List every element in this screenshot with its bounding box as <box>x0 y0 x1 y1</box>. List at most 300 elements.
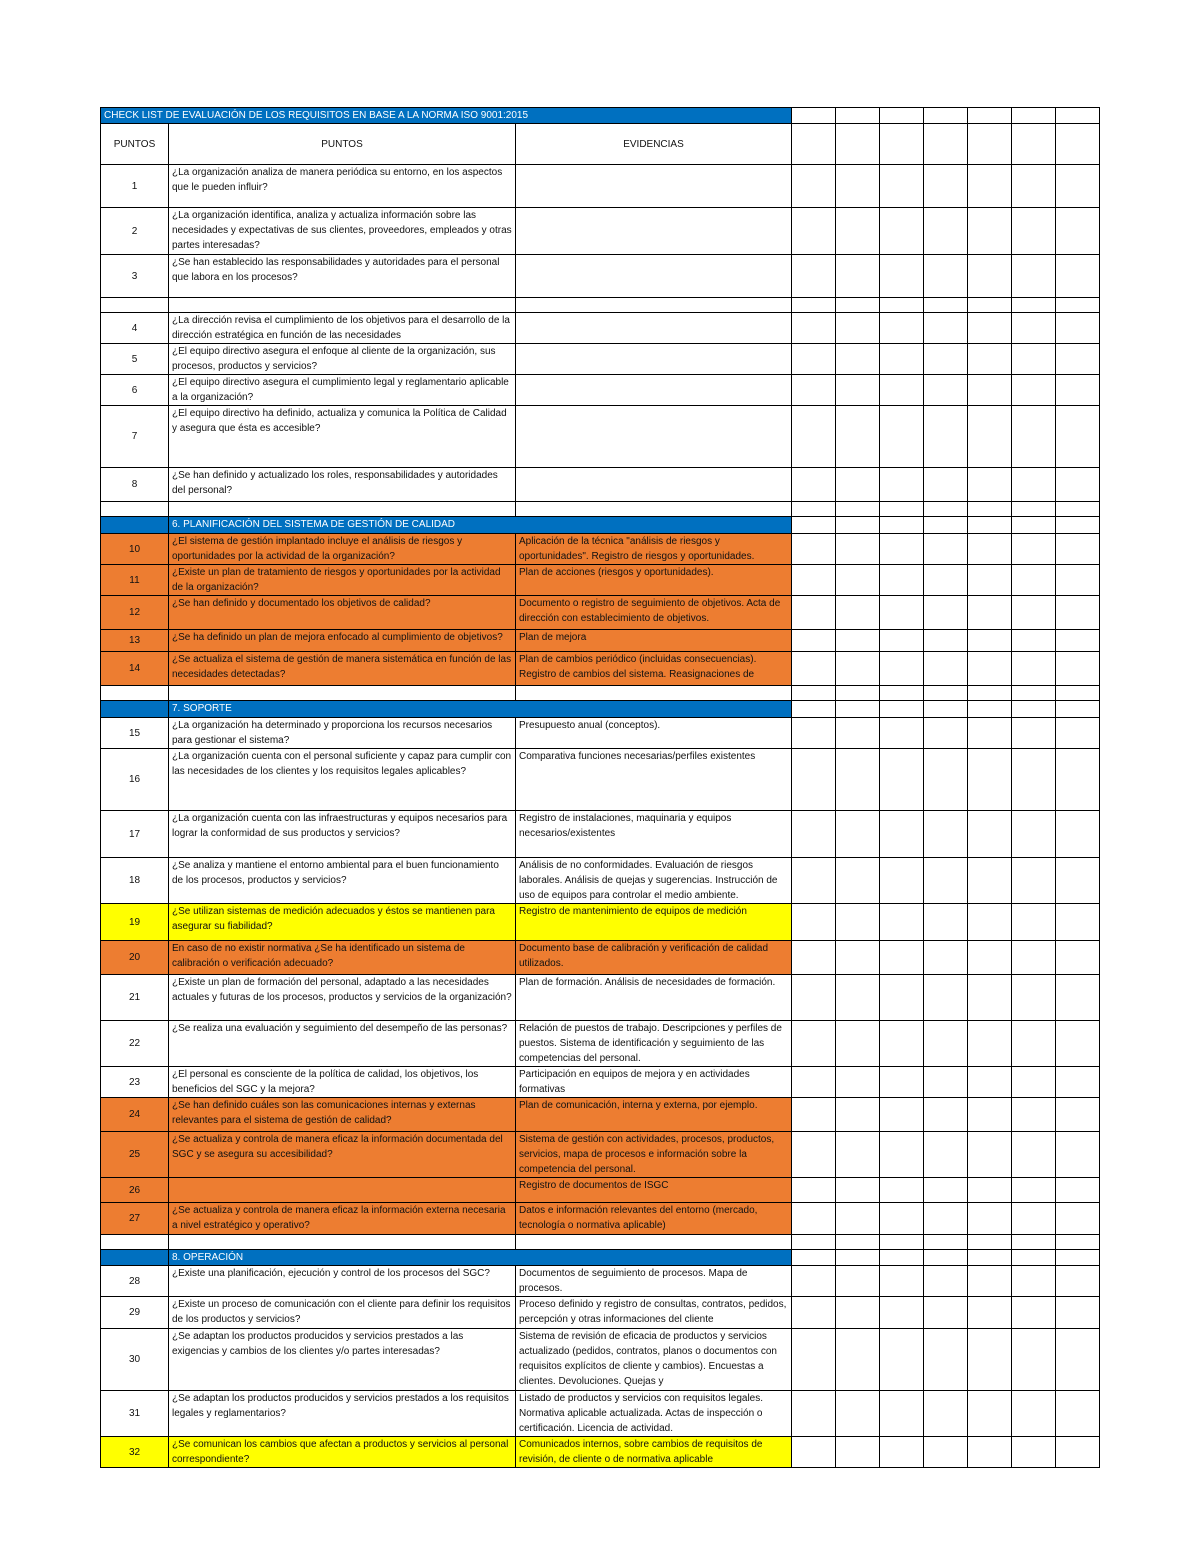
extra-cell[interactable] <box>880 208 924 255</box>
extra-cell[interactable] <box>1012 718 1056 749</box>
extra-cell[interactable] <box>1012 108 1056 124</box>
extra-cell[interactable] <box>968 1098 1012 1132</box>
extra-cell[interactable] <box>1056 701 1100 718</box>
item-evidence[interactable] <box>516 344 792 375</box>
extra-cell[interactable] <box>836 165 880 208</box>
extra-cell[interactable] <box>1056 1067 1100 1098</box>
extra-cell[interactable] <box>836 375 880 406</box>
extra-cell[interactable] <box>968 1178 1012 1203</box>
extra-cell[interactable] <box>968 1021 1012 1067</box>
extra-cell[interactable] <box>968 298 1012 313</box>
extra-cell[interactable] <box>836 1266 880 1297</box>
extra-cell[interactable] <box>1012 652 1056 686</box>
extra-cell[interactable] <box>924 1235 968 1250</box>
extra-cell[interactable] <box>1012 1250 1056 1266</box>
extra-cell[interactable] <box>924 1297 968 1329</box>
extra-cell[interactable] <box>924 975 968 1021</box>
item-evidence[interactable] <box>516 406 792 468</box>
extra-cell[interactable] <box>792 565 836 596</box>
extra-cell[interactable] <box>1012 904 1056 941</box>
extra-cell[interactable] <box>880 1203 924 1235</box>
extra-cell[interactable] <box>924 904 968 941</box>
extra-cell[interactable] <box>836 1132 880 1178</box>
extra-cell[interactable] <box>792 208 836 255</box>
item-evidence[interactable] <box>516 565 792 596</box>
extra-cell[interactable] <box>924 1021 968 1067</box>
extra-cell[interactable] <box>968 1235 1012 1250</box>
extra-cell[interactable] <box>968 375 1012 406</box>
extra-cell[interactable] <box>1056 298 1100 313</box>
extra-cell[interactable] <box>924 468 968 502</box>
extra-cell[interactable] <box>968 313 1012 344</box>
extra-cell[interactable] <box>968 596 1012 630</box>
extra-cell[interactable] <box>1012 1098 1056 1132</box>
item-evidence[interactable] <box>516 1297 792 1329</box>
item-evidence[interactable] <box>516 1329 792 1391</box>
extra-cell[interactable] <box>968 941 1012 975</box>
extra-cell[interactable] <box>1056 344 1100 375</box>
extra-cell[interactable] <box>968 630 1012 652</box>
extra-cell[interactable] <box>880 1021 924 1067</box>
extra-cell[interactable] <box>836 298 880 313</box>
extra-cell[interactable] <box>1012 344 1056 375</box>
item-evidence[interactable] <box>516 749 792 811</box>
extra-cell[interactable] <box>792 375 836 406</box>
extra-cell[interactable] <box>1056 1098 1100 1132</box>
item-evidence[interactable] <box>516 975 792 1021</box>
extra-cell[interactable] <box>836 975 880 1021</box>
extra-cell[interactable] <box>924 313 968 344</box>
extra-cell[interactable] <box>792 975 836 1021</box>
item-evidence[interactable] <box>516 255 792 298</box>
extra-cell[interactable] <box>1056 406 1100 468</box>
item-evidence[interactable] <box>516 1067 792 1098</box>
extra-cell[interactable] <box>836 1297 880 1329</box>
extra-cell[interactable] <box>1056 686 1100 701</box>
extra-cell[interactable] <box>968 502 1012 517</box>
extra-cell[interactable] <box>1056 1178 1100 1203</box>
extra-cell[interactable] <box>1012 517 1056 534</box>
extra-cell[interactable] <box>924 858 968 904</box>
item-evidence[interactable] <box>516 652 792 686</box>
extra-cell[interactable] <box>1012 502 1056 517</box>
extra-cell[interactable] <box>836 904 880 941</box>
extra-cell[interactable] <box>836 811 880 858</box>
extra-cell[interactable] <box>792 858 836 904</box>
extra-cell[interactable] <box>1012 701 1056 718</box>
extra-cell[interactable] <box>924 565 968 596</box>
extra-cell[interactable] <box>836 596 880 630</box>
extra-cell[interactable] <box>968 255 1012 298</box>
extra-cell[interactable] <box>836 208 880 255</box>
extra-cell[interactable] <box>792 941 836 975</box>
extra-cell[interactable] <box>1056 858 1100 904</box>
extra-cell[interactable] <box>1012 686 1056 701</box>
extra-cell[interactable] <box>1056 375 1100 406</box>
extra-cell[interactable] <box>924 701 968 718</box>
extra-cell[interactable] <box>1056 313 1100 344</box>
extra-cell[interactable] <box>792 686 836 701</box>
extra-cell[interactable] <box>880 517 924 534</box>
extra-cell[interactable] <box>880 749 924 811</box>
extra-cell[interactable] <box>792 652 836 686</box>
extra-cell[interactable] <box>836 255 880 298</box>
extra-cell[interactable] <box>1012 975 1056 1021</box>
item-evidence[interactable] <box>516 1391 792 1437</box>
extra-cell[interactable] <box>924 749 968 811</box>
item-evidence[interactable] <box>516 904 792 941</box>
item-evidence[interactable] <box>516 1132 792 1178</box>
extra-cell[interactable] <box>924 596 968 630</box>
extra-cell[interactable] <box>1012 1266 1056 1297</box>
extra-cell[interactable] <box>836 718 880 749</box>
extra-cell[interactable] <box>880 124 924 165</box>
extra-cell[interactable] <box>880 1250 924 1266</box>
extra-cell[interactable] <box>1056 468 1100 502</box>
extra-cell[interactable] <box>836 534 880 565</box>
extra-cell[interactable] <box>968 1329 1012 1391</box>
extra-cell[interactable] <box>968 718 1012 749</box>
extra-cell[interactable] <box>1056 1297 1100 1329</box>
extra-cell[interactable] <box>792 1297 836 1329</box>
extra-cell[interactable] <box>836 1067 880 1098</box>
item-evidence[interactable] <box>516 208 792 255</box>
extra-cell[interactable] <box>1056 255 1100 298</box>
item-evidence[interactable] <box>516 165 792 208</box>
extra-cell[interactable] <box>880 255 924 298</box>
extra-cell[interactable] <box>1056 1203 1100 1235</box>
extra-cell[interactable] <box>1012 1391 1056 1437</box>
extra-cell[interactable] <box>880 718 924 749</box>
item-evidence[interactable] <box>516 534 792 565</box>
extra-cell[interactable] <box>880 686 924 701</box>
item-evidence[interactable] <box>516 313 792 344</box>
extra-cell[interactable] <box>792 1067 836 1098</box>
item-evidence[interactable] <box>516 1203 792 1235</box>
extra-cell[interactable] <box>968 858 1012 904</box>
extra-cell[interactable] <box>836 406 880 468</box>
extra-cell[interactable] <box>880 344 924 375</box>
extra-cell[interactable] <box>924 1067 968 1098</box>
extra-cell[interactable] <box>880 858 924 904</box>
extra-cell[interactable] <box>924 124 968 165</box>
extra-cell[interactable] <box>1056 904 1100 941</box>
extra-cell[interactable] <box>968 1067 1012 1098</box>
extra-cell[interactable] <box>924 1250 968 1266</box>
extra-cell[interactable] <box>880 1235 924 1250</box>
extra-cell[interactable] <box>880 1098 924 1132</box>
extra-cell[interactable] <box>836 1329 880 1391</box>
extra-cell[interactable] <box>1012 1132 1056 1178</box>
extra-cell[interactable] <box>1056 208 1100 255</box>
extra-cell[interactable] <box>1056 1437 1100 1468</box>
extra-cell[interactable] <box>968 652 1012 686</box>
extra-cell[interactable] <box>836 1437 880 1468</box>
extra-cell[interactable] <box>880 630 924 652</box>
extra-cell[interactable] <box>1012 858 1056 904</box>
extra-cell[interactable] <box>836 630 880 652</box>
extra-cell[interactable] <box>968 1297 1012 1329</box>
extra-cell[interactable] <box>924 344 968 375</box>
extra-cell[interactable] <box>836 344 880 375</box>
extra-cell[interactable] <box>968 534 1012 565</box>
item-evidence[interactable] <box>516 1021 792 1067</box>
extra-cell[interactable] <box>792 630 836 652</box>
extra-cell[interactable] <box>1012 208 1056 255</box>
extra-cell[interactable] <box>1056 1250 1100 1266</box>
extra-cell[interactable] <box>836 565 880 596</box>
extra-cell[interactable] <box>792 1391 836 1437</box>
extra-cell[interactable] <box>924 1098 968 1132</box>
extra-cell[interactable] <box>880 1132 924 1178</box>
extra-cell[interactable] <box>880 904 924 941</box>
extra-cell[interactable] <box>1012 596 1056 630</box>
extra-cell[interactable] <box>924 652 968 686</box>
extra-cell[interactable] <box>880 701 924 718</box>
extra-cell[interactable] <box>880 1178 924 1203</box>
extra-cell[interactable] <box>968 1132 1012 1178</box>
extra-cell[interactable] <box>880 596 924 630</box>
extra-cell[interactable] <box>836 468 880 502</box>
extra-cell[interactable] <box>968 344 1012 375</box>
extra-cell[interactable] <box>1056 596 1100 630</box>
extra-cell[interactable] <box>1012 1235 1056 1250</box>
extra-cell[interactable] <box>792 1266 836 1297</box>
extra-cell[interactable] <box>968 904 1012 941</box>
item-evidence[interactable] <box>516 1178 792 1203</box>
extra-cell[interactable] <box>968 165 1012 208</box>
extra-cell[interactable] <box>924 1178 968 1203</box>
item-evidence[interactable] <box>516 1098 792 1132</box>
extra-cell[interactable] <box>880 534 924 565</box>
extra-cell[interactable] <box>880 375 924 406</box>
extra-cell[interactable] <box>968 517 1012 534</box>
extra-cell[interactable] <box>968 1250 1012 1266</box>
extra-cell[interactable] <box>880 811 924 858</box>
extra-cell[interactable] <box>792 811 836 858</box>
extra-cell[interactable] <box>1012 1178 1056 1203</box>
extra-cell[interactable] <box>792 749 836 811</box>
extra-cell[interactable] <box>924 686 968 701</box>
extra-cell[interactable] <box>1012 630 1056 652</box>
extra-cell[interactable] <box>880 165 924 208</box>
extra-cell[interactable] <box>1012 1203 1056 1235</box>
extra-cell[interactable] <box>836 313 880 344</box>
extra-cell[interactable] <box>1012 534 1056 565</box>
extra-cell[interactable] <box>968 749 1012 811</box>
extra-cell[interactable] <box>968 406 1012 468</box>
extra-cell[interactable] <box>1012 468 1056 502</box>
extra-cell[interactable] <box>792 1132 836 1178</box>
extra-cell[interactable] <box>968 1391 1012 1437</box>
extra-cell[interactable] <box>836 502 880 517</box>
extra-cell[interactable] <box>924 165 968 208</box>
extra-cell[interactable] <box>924 406 968 468</box>
extra-cell[interactable] <box>1056 124 1100 165</box>
extra-cell[interactable] <box>792 1250 836 1266</box>
extra-cell[interactable] <box>880 565 924 596</box>
extra-cell[interactable] <box>1012 313 1056 344</box>
extra-cell[interactable] <box>924 1437 968 1468</box>
extra-cell[interactable] <box>1012 749 1056 811</box>
extra-cell[interactable] <box>792 406 836 468</box>
extra-cell[interactable] <box>880 1067 924 1098</box>
extra-cell[interactable] <box>792 313 836 344</box>
extra-cell[interactable] <box>792 517 836 534</box>
extra-cell[interactable] <box>1012 1329 1056 1391</box>
extra-cell[interactable] <box>924 1329 968 1391</box>
extra-cell[interactable] <box>792 468 836 502</box>
extra-cell[interactable] <box>836 701 880 718</box>
extra-cell[interactable] <box>836 1391 880 1437</box>
extra-cell[interactable] <box>924 718 968 749</box>
extra-cell[interactable] <box>836 1235 880 1250</box>
extra-cell[interactable] <box>1056 1021 1100 1067</box>
extra-cell[interactable] <box>1056 1235 1100 1250</box>
extra-cell[interactable] <box>792 344 836 375</box>
extra-cell[interactable] <box>880 502 924 517</box>
extra-cell[interactable] <box>880 975 924 1021</box>
extra-cell[interactable] <box>792 1235 836 1250</box>
extra-cell[interactable] <box>924 108 968 124</box>
extra-cell[interactable] <box>880 652 924 686</box>
extra-cell[interactable] <box>924 941 968 975</box>
extra-cell[interactable] <box>1012 1297 1056 1329</box>
extra-cell[interactable] <box>792 1021 836 1067</box>
item-evidence[interactable] <box>516 1437 792 1468</box>
extra-cell[interactable] <box>968 1437 1012 1468</box>
extra-cell[interactable] <box>924 534 968 565</box>
extra-cell[interactable] <box>924 811 968 858</box>
extra-cell[interactable] <box>836 1250 880 1266</box>
extra-cell[interactable] <box>792 718 836 749</box>
extra-cell[interactable] <box>880 406 924 468</box>
item-evidence[interactable] <box>516 858 792 904</box>
extra-cell[interactable] <box>1056 941 1100 975</box>
extra-cell[interactable] <box>1012 375 1056 406</box>
extra-cell[interactable] <box>968 811 1012 858</box>
extra-cell[interactable] <box>880 1297 924 1329</box>
extra-cell[interactable] <box>968 1266 1012 1297</box>
extra-cell[interactable] <box>836 749 880 811</box>
extra-cell[interactable] <box>1012 1067 1056 1098</box>
extra-cell[interactable] <box>792 124 836 165</box>
extra-cell[interactable] <box>880 1266 924 1297</box>
extra-cell[interactable] <box>1056 534 1100 565</box>
extra-cell[interactable] <box>968 208 1012 255</box>
extra-cell[interactable] <box>836 858 880 904</box>
extra-cell[interactable] <box>924 255 968 298</box>
extra-cell[interactable] <box>1012 565 1056 596</box>
extra-cell[interactable] <box>880 468 924 502</box>
extra-cell[interactable] <box>1056 652 1100 686</box>
extra-cell[interactable] <box>1056 108 1100 124</box>
extra-cell[interactable] <box>792 596 836 630</box>
extra-cell[interactable] <box>1056 517 1100 534</box>
extra-cell[interactable] <box>792 904 836 941</box>
extra-cell[interactable] <box>924 517 968 534</box>
extra-cell[interactable] <box>792 1178 836 1203</box>
extra-cell[interactable] <box>1012 1021 1056 1067</box>
extra-cell[interactable] <box>836 652 880 686</box>
extra-cell[interactable] <box>792 108 836 124</box>
extra-cell[interactable] <box>836 941 880 975</box>
extra-cell[interactable] <box>1012 1437 1056 1468</box>
item-evidence[interactable] <box>516 468 792 502</box>
extra-cell[interactable] <box>836 1178 880 1203</box>
extra-cell[interactable] <box>1056 1266 1100 1297</box>
extra-cell[interactable] <box>792 298 836 313</box>
extra-cell[interactable] <box>880 1329 924 1391</box>
extra-cell[interactable] <box>1056 718 1100 749</box>
extra-cell[interactable] <box>1056 502 1100 517</box>
item-evidence[interactable] <box>516 596 792 630</box>
extra-cell[interactable] <box>1012 124 1056 165</box>
extra-cell[interactable] <box>1056 565 1100 596</box>
extra-cell[interactable] <box>1056 811 1100 858</box>
extra-cell[interactable] <box>924 502 968 517</box>
extra-cell[interactable] <box>880 941 924 975</box>
extra-cell[interactable] <box>792 701 836 718</box>
extra-cell[interactable] <box>792 255 836 298</box>
extra-cell[interactable] <box>968 468 1012 502</box>
extra-cell[interactable] <box>968 701 1012 718</box>
extra-cell[interactable] <box>968 686 1012 701</box>
extra-cell[interactable] <box>792 534 836 565</box>
extra-cell[interactable] <box>924 1132 968 1178</box>
item-evidence[interactable] <box>516 630 792 652</box>
extra-cell[interactable] <box>924 375 968 406</box>
extra-cell[interactable] <box>836 517 880 534</box>
extra-cell[interactable] <box>836 1021 880 1067</box>
item-evidence[interactable] <box>516 375 792 406</box>
extra-cell[interactable] <box>968 565 1012 596</box>
extra-cell[interactable] <box>1012 406 1056 468</box>
extra-cell[interactable] <box>880 1391 924 1437</box>
extra-cell[interactable] <box>924 1203 968 1235</box>
extra-cell[interactable] <box>1056 749 1100 811</box>
extra-cell[interactable] <box>1012 165 1056 208</box>
extra-cell[interactable] <box>836 124 880 165</box>
extra-cell[interactable] <box>968 108 1012 124</box>
extra-cell[interactable] <box>836 108 880 124</box>
extra-cell[interactable] <box>1056 630 1100 652</box>
extra-cell[interactable] <box>792 165 836 208</box>
extra-cell[interactable] <box>880 1437 924 1468</box>
extra-cell[interactable] <box>924 208 968 255</box>
extra-cell[interactable] <box>1056 165 1100 208</box>
extra-cell[interactable] <box>968 975 1012 1021</box>
extra-cell[interactable] <box>792 1098 836 1132</box>
extra-cell[interactable] <box>1056 975 1100 1021</box>
item-evidence[interactable] <box>516 811 792 858</box>
extra-cell[interactable] <box>924 630 968 652</box>
extra-cell[interactable] <box>1056 1391 1100 1437</box>
item-evidence[interactable] <box>516 941 792 975</box>
extra-cell[interactable] <box>836 686 880 701</box>
extra-cell[interactable] <box>924 1266 968 1297</box>
extra-cell[interactable] <box>1012 255 1056 298</box>
extra-cell[interactable] <box>792 1329 836 1391</box>
extra-cell[interactable] <box>1012 811 1056 858</box>
extra-cell[interactable] <box>968 1203 1012 1235</box>
extra-cell[interactable] <box>880 108 924 124</box>
extra-cell[interactable] <box>880 313 924 344</box>
extra-cell[interactable] <box>836 1203 880 1235</box>
extra-cell[interactable] <box>836 1098 880 1132</box>
item-evidence[interactable] <box>516 718 792 749</box>
extra-cell[interactable] <box>924 1391 968 1437</box>
